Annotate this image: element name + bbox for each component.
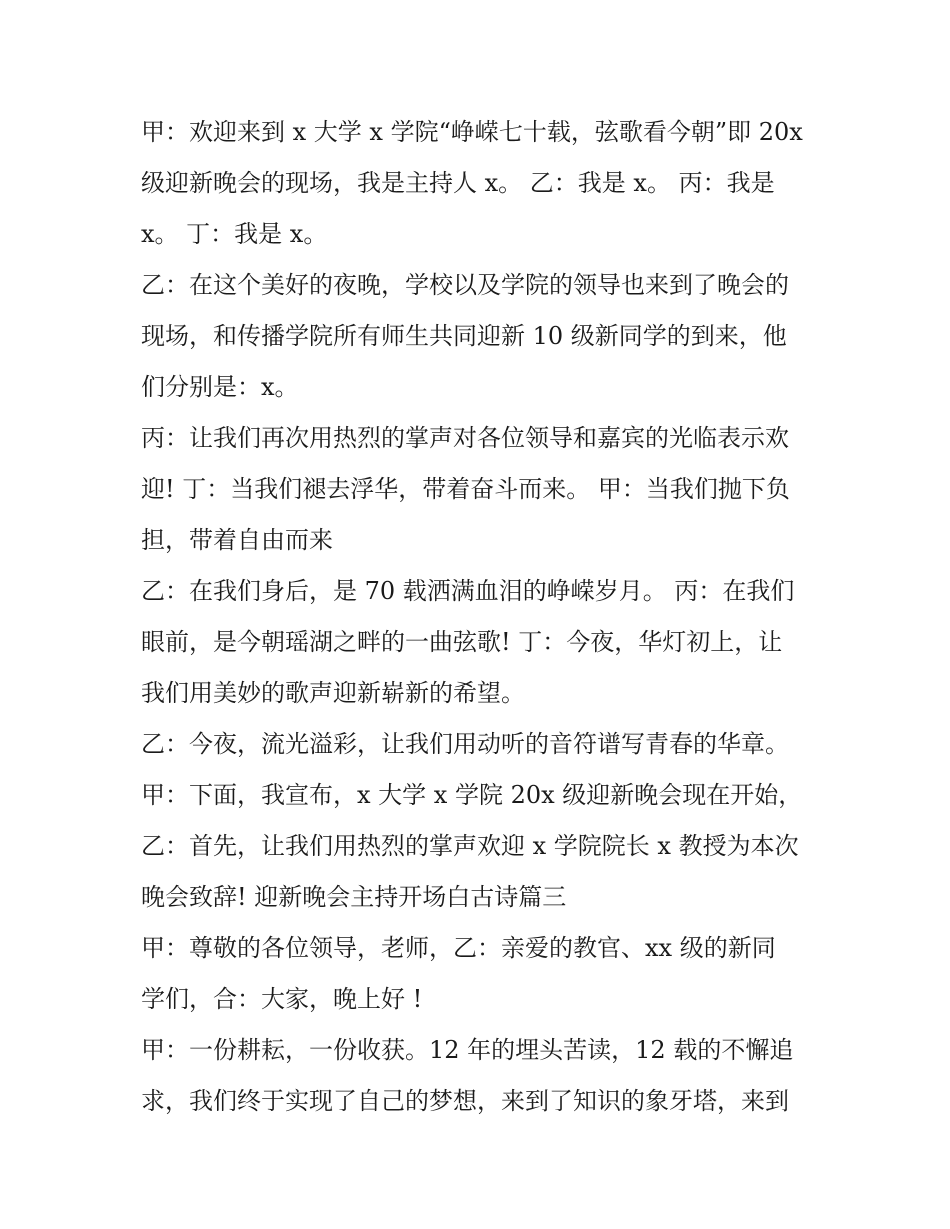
text-line: 们分别是：x。 <box>141 373 299 401</box>
text-line: 甲：下面，我宣布，x 大学 x 学院 20x 级迎新晚会现在开始， <box>141 781 803 809</box>
text-line: 乙：在这个美好的夜晚，学校以及学院的领导也来到了晚会的 <box>141 271 789 299</box>
text-line: 乙：今夜，流光溢彩，让我们用动听的音符谱写青春的华章。 <box>141 730 789 758</box>
document-body <box>141 107 821 1127</box>
paragraph-2 <box>141 260 821 413</box>
text-line: 晚会致辞! 迎新晚会主持开场白古诗篇三 <box>141 883 567 911</box>
paragraph-4 <box>141 566 821 719</box>
text-line: 乙：在我们身后，是 70 载洒满血泪的峥嵘岁月。 丙：在我们 <box>141 577 795 605</box>
paragraph-8 <box>141 923 821 1025</box>
text-line: 学们，合：大家，晚上好 ! <box>141 985 423 1013</box>
text-line: 现场，和传播学院所有师生共同迎新 10 级新同学的到来，他 <box>141 322 787 350</box>
text-line: 甲：欢迎来到 x 大学 x 学院“峥嵘七十载，弦歌看今朝”即 20x <box>141 118 803 146</box>
text-line: 求，我们终于实现了自己的梦想，来到了知识的象牙塔，来到 <box>141 1087 789 1115</box>
text-line: 我们用美妙的歌声迎新崭新的希望。 <box>141 679 525 707</box>
text-line: 眼前，是今朝瑶湖之畔的一曲弦歌! 丁：今夜，华灯初上，让 <box>141 628 783 656</box>
text-line: 担，带着自由而来 <box>141 526 333 554</box>
paragraph-3 <box>141 413 821 566</box>
text-line: 甲：尊敬的各位领导，老师，乙：亲爱的教官、xx 级的新同 <box>141 934 776 962</box>
text-line: 丙：让我们再次用热烈的掌声对各位领导和嘉宾的光临表示欢 <box>141 424 789 452</box>
text-line: 迎! 丁：当我们褪去浮华，带着奋斗而来。 甲：当我们抛下负 <box>141 475 790 503</box>
text-line: 级迎新晚会的现场，我是主持人 x。 乙：我是 x。 丙：我是 <box>141 169 775 197</box>
paragraph-7 <box>141 821 821 923</box>
text-line: x。 丁：我是 x。 <box>141 220 328 248</box>
paragraph-1 <box>141 107 821 260</box>
paragraph-9 <box>141 1025 821 1127</box>
paragraph-6 <box>141 770 821 821</box>
paragraph-5 <box>141 719 821 770</box>
text-line: 甲：一份耕耘，一份收获。12 年的埋头苦读，12 载的不懈追 <box>141 1036 794 1064</box>
text-line: 乙：首先，让我们用热烈的掌声欢迎 x 学院院长 x 教授为本次 <box>141 832 799 860</box>
